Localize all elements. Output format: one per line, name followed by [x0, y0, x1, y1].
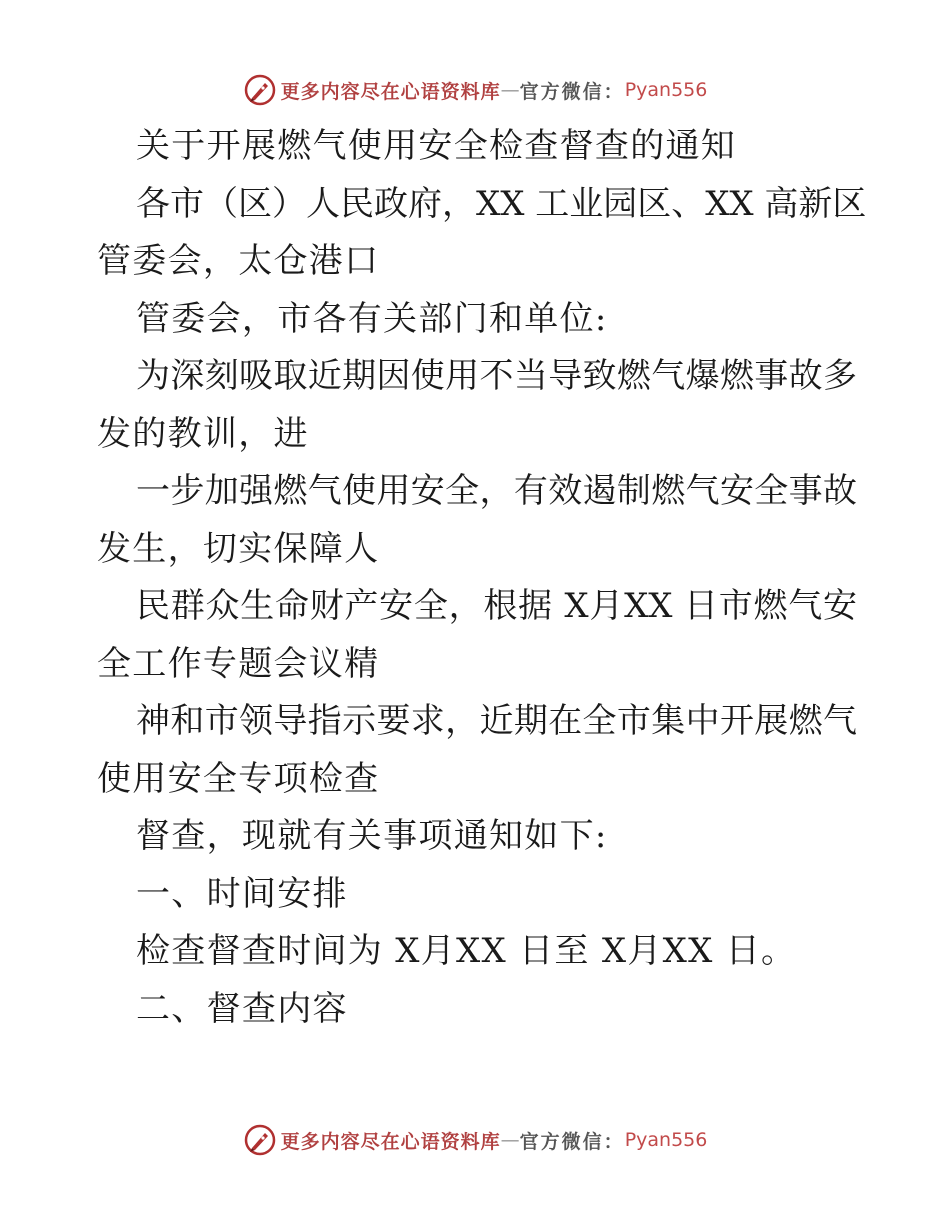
banner-dash: — [500, 1129, 520, 1151]
banner-wechat-id: Pyan556 [624, 1129, 708, 1151]
document-body [97, 118, 867, 1038]
pen-logo-icon [243, 1123, 277, 1157]
body-line: 民群众生命财产安全，根据 X月XX 日市燃气安 [136, 586, 857, 626]
body-line: 为深刻吸取近期因使用不当导致燃气爆燃事故多 [136, 356, 857, 396]
body-line: 各市（区）人民政府，XX 工业园区、XX 高新区 [136, 183, 867, 224]
banner-wechat-label: 官方微信： [519, 1130, 625, 1153]
body-line: 管委会，太仓港口 [97, 241, 380, 281]
banner-wechat-id: Pyan556 [624, 79, 708, 101]
banner-wechat-label: 官方微信： [519, 80, 625, 103]
body-line: 使用安全专项检查 [97, 758, 380, 799]
banner-text: 更多内容尽在心语资料库 [280, 1130, 501, 1153]
header-banner [0, 70, 950, 110]
body-line: 全工作专题会议精 [97, 643, 380, 684]
banner-dash: — [500, 79, 520, 101]
body-line: 发生，切实保障人 [97, 528, 380, 569]
pen-logo-icon [243, 73, 277, 107]
footer-banner [0, 1120, 950, 1160]
body-line: 检查督查时间为 X月XX 日至 X月XX 日。 [136, 931, 797, 971]
body-line: 督查，现就有关事项通知如下: [136, 816, 608, 856]
section-heading: 一、时间安排 [136, 873, 348, 914]
body-line: 神和市领导指示要求，近期在全市集中开展燃气 [136, 701, 857, 741]
document-title: 关于开展燃气使用安全检查督查的通知 [136, 126, 737, 166]
body-line: 发的教训，进 [97, 413, 309, 454]
body-line: 管委会，市各有关部门和单位: [136, 298, 608, 339]
body-line: 一步加强燃气使用安全，有效遏制燃气安全事故 [136, 471, 857, 511]
banner-text: 更多内容尽在心语资料库 [280, 80, 501, 103]
section-heading: 二、督查内容 [136, 988, 348, 1029]
